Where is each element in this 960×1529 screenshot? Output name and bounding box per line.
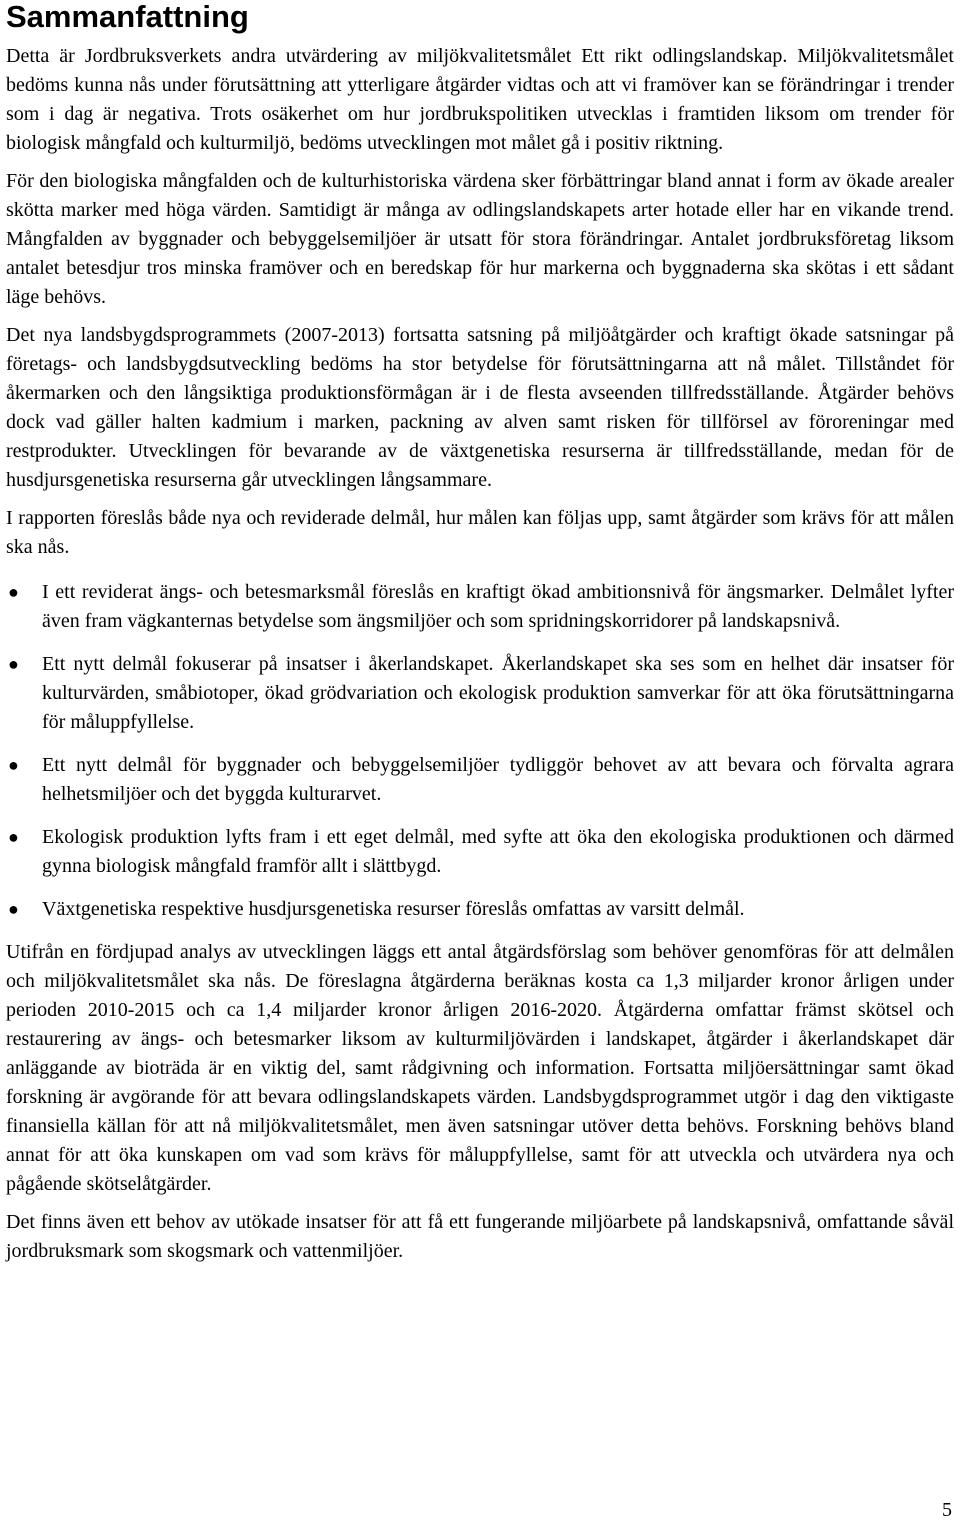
bullet-item [6, 578, 954, 636]
page-heading: Sammanfattning [6, 0, 249, 34]
paragraph-intro-4: I rapporten föreslås både nya och reviderade delmål, hur målen kan följas upp, samt åtgärder som krävs för att målen ska nås. [6, 507, 954, 558]
paragraph-intro-1: Detta är Jordbruksverkets andra utvärdering av miljökvalitetsmålet Ett rikt odlingslandskap. Miljökvalitetsmålet bedöms kunna nås under förutsättning att ytterligare åtgärder vidtas och att vi framöver kan se förändringar i trender som i dag är negativa. Trots osäkerhet om hur jordbrukspolitiken utvecklas i framtiden liksom om trender för biologisk mångfald och kulturmiljö, bedöms utvecklingen mot målet gå i positiv riktning. [6, 45, 954, 154]
bullet-item [6, 823, 954, 881]
bullet-item [6, 650, 954, 737]
bullet-text: Ett nytt delmål för byggnader och bebyggelsemiljöer tydliggör behovet av att bevara och förvalta agrara helhetsmiljöer och det byggda kulturarvet. [42, 754, 954, 805]
bullet-dot-icon: ● [8, 899, 19, 919]
bullet-dot-icon: ● [8, 755, 19, 775]
document-page [6, 0, 954, 1275]
bullet-text: Ekologisk produktion lyfts fram i ett eget delmål, med syfte att öka den ekologiska produktionen och därmed gynna biologisk mångfald framför allt i slättbygd. [42, 826, 954, 877]
bullet-item [6, 751, 954, 809]
paragraph-outro-2: Det finns även ett behov av utökade insatser för att få ett fungerande miljöarbete på landskapsnivå, omfattande såväl jordbruksmark som skogsmark och vattenmiljöer. [6, 1211, 954, 1262]
bullet-item [6, 895, 954, 924]
bullet-dot-icon: ● [8, 582, 19, 602]
bullet-text: I ett reviderat ängs- och betesmarksmål föreslås en kraftigt ökad ambitionsnivå för ängsmarker. Delmålet lyfter även fram vägkanternas betydelse som ängsmiljöer och som spridningskorridorer på landskapsnivå. [42, 581, 954, 632]
bullet-dot-icon: ● [8, 654, 19, 674]
page-number: 5 [942, 1499, 952, 1521]
paragraph-outro-1: Utifrån en fördjupad analys av utvecklingen läggs ett antal åtgärdsförslag som behöver genomföras för att delmålen och miljökvalitetsmålet ska nås. De föreslagna åtgärderna beräknas kosta ca 1,3 miljarder kronor årligen under perioden 2010-2015 och ca 1,4 miljarder kronor årligen 2016-2020. Åtgärderna omfattar främst skötsel och restaurering av ängs- och betesmarker liksom av kulturmiljövärden i landskapet, åtgärder i åkerlandskapet där anläggande av bioträda är en viktig del, samt rådgivning och information. Fortsatta miljöersättningar samt ökad forskning är avgörande för att bevara odlingslandskapets värden. Landsbygdsprogrammet utgör i dag den viktigaste finansiella källan för att nå miljökvalitetsmålet, men även satsningar utöver detta behövs. Forskning behövs bland annat för att öka kunskapen om vad som krävs för måluppfyllelse, samt för att utveckla och utvärdera nya och pågående skötselåtgärder. [6, 941, 954, 1195]
paragraph-intro-3: Det nya landsbygdsprogrammets (2007-2013) fortsatta satsning på miljöåtgärder och kraftigt ökade satsningar på företags- och landsbygdsutveckling bedöms ha stor betydelse för förutsättningarna att nå målet. Tillståndet för åkermarken och den långsiktiga produktionsförmågan är i de flesta avseenden tillfredsställande. Åtgärder behövs dock vad gäller halten kadmium i marken, packning av alven samt risken för tillförsel av föroreningar med restprodukter. Utvecklingen för bevarande av de växtgenetiska resurserna är tillfredsställande, medan för de husdjursgenetiska resurserna går utvecklingen långsammare. [6, 324, 954, 491]
paragraph-intro-2: För den biologiska mångfalden och de kulturhistoriska värdena sker förbättringar bland annat i form av ökade arealer skötta marker med höga värden. Samtidigt är många av odlingslandskapets arter hotade eller har en vikande trend. Mångfalden av byggnader och bebyggelsemiljöer är utsatt för stora förändringar. Antalet jordbruksföretag liksom antalet betesdjur tros minska framöver och en beredskap för hur markerna och byggnaderna ska skötas i ett sådant läge behövs. [6, 170, 954, 308]
bullet-dot-icon: ● [8, 827, 19, 847]
bullet-text: Ett nytt delmål fokuserar på insatser i åkerlandskapet. Åkerlandskapet ska ses som en helhet där insatser för kulturvärden, småbiotoper, ökad grödvariation och ekologisk produktion samverkar för att öka förutsättningarna för måluppfyllelse. [42, 653, 954, 733]
proposal-bullet-list [6, 578, 954, 924]
bullet-text: Växtgenetiska respektive husdjursgenetiska resurser föreslås omfattas av varsitt delmål. [42, 898, 745, 920]
